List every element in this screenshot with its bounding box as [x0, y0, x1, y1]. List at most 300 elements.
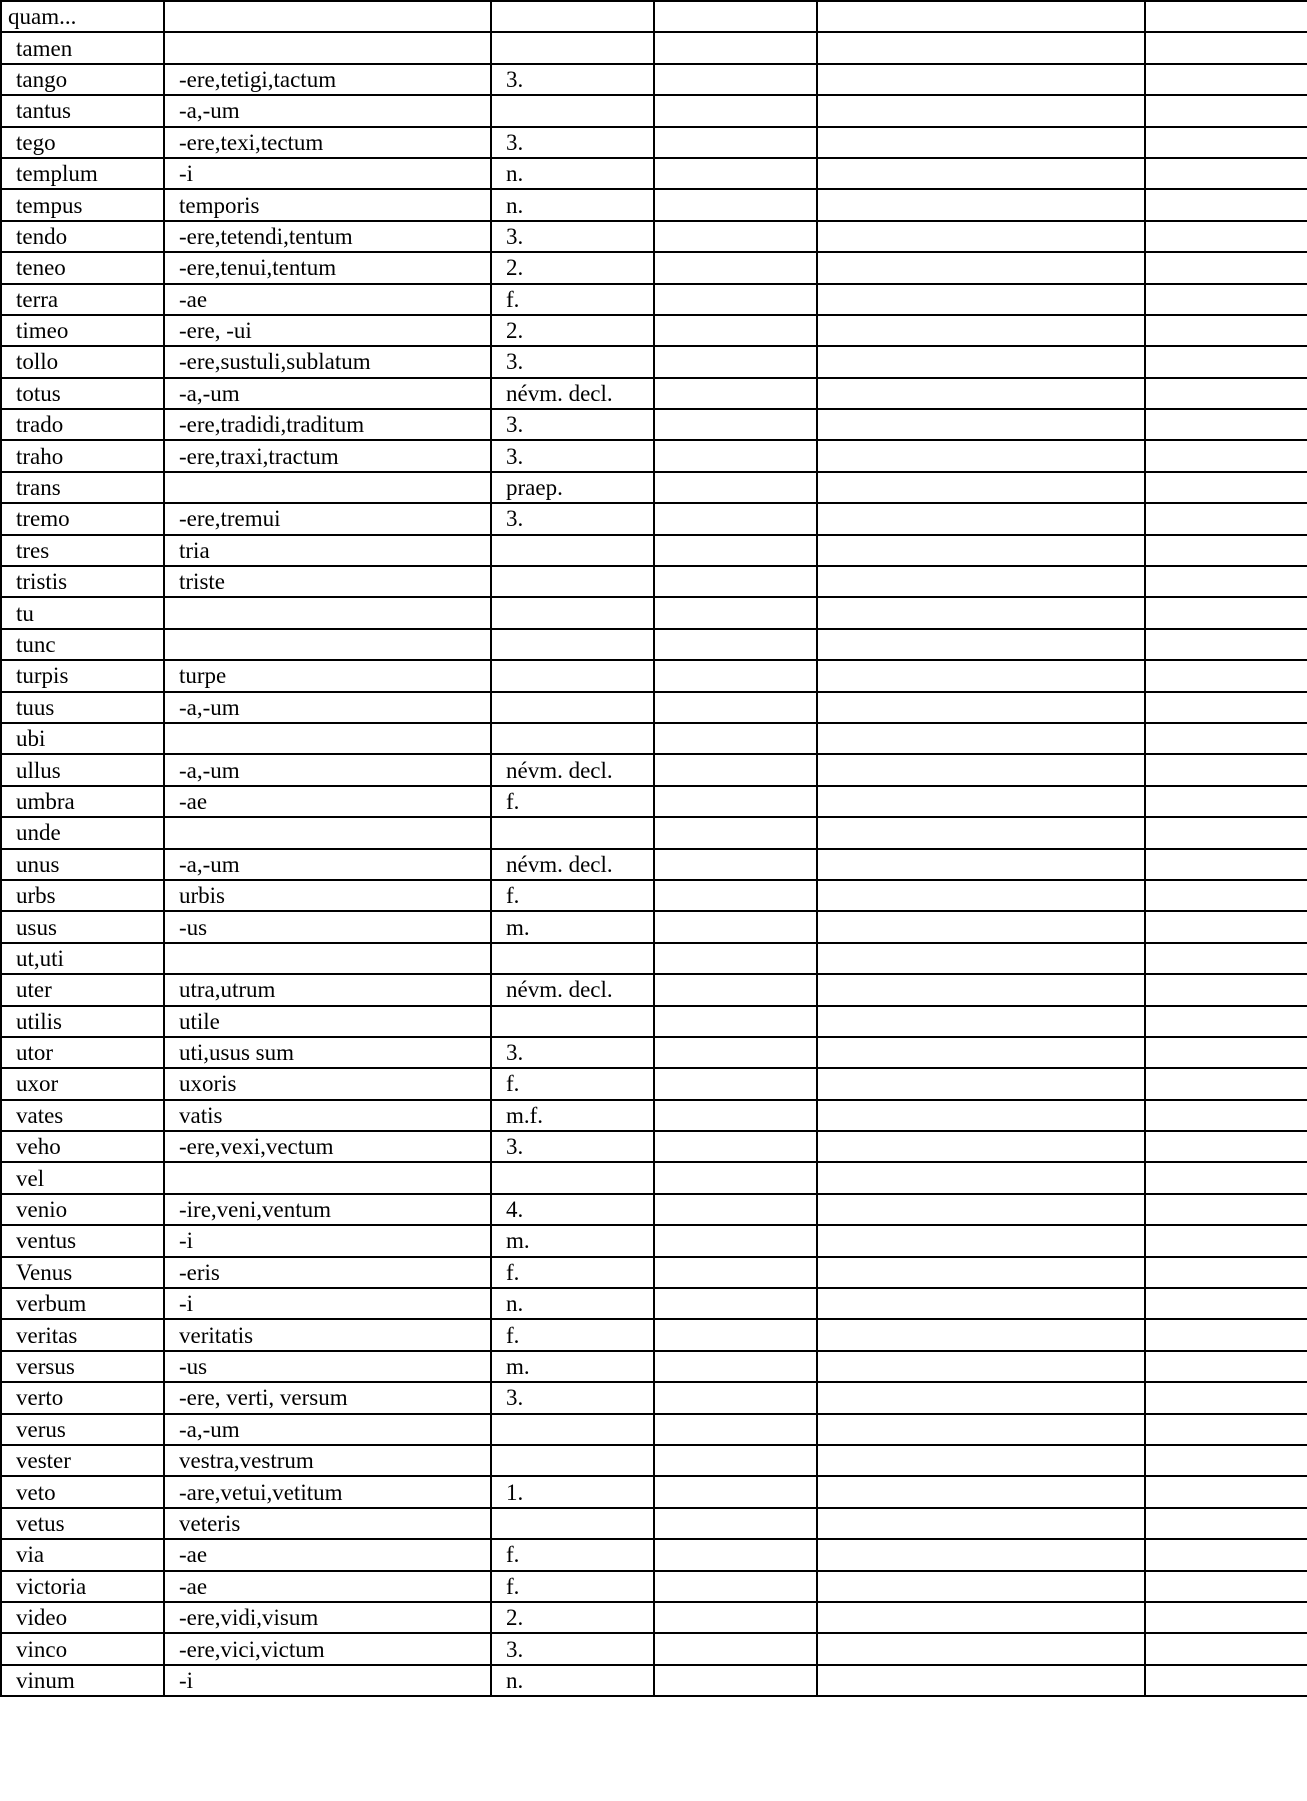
empty-cell [1145, 1162, 1307, 1193]
grammar-cell: m. [491, 1225, 654, 1256]
grammar-cell: f. [491, 1257, 654, 1288]
empty-cell [1145, 1319, 1307, 1350]
table-row [1, 409, 1307, 440]
table-row [1, 1602, 1307, 1633]
table-row [1, 1100, 1307, 1131]
empty-cell [817, 1, 1145, 32]
empty-cell [654, 754, 817, 785]
forms-cell [164, 597, 491, 628]
forms-cell: -ae [164, 1571, 491, 1602]
forms-cell: -i [164, 1665, 491, 1696]
grammar-cell [491, 1414, 654, 1445]
empty-cell [1145, 158, 1307, 189]
word-cell: quam... [1, 1, 164, 32]
empty-cell [1145, 1131, 1307, 1162]
forms-cell: -ere, -ui [164, 315, 491, 346]
forms-cell: uxoris [164, 1068, 491, 1099]
empty-cell [817, 943, 1145, 974]
empty-cell [654, 95, 817, 126]
forms-cell: -ere,texi,tectum [164, 127, 491, 158]
empty-cell [1145, 943, 1307, 974]
table-row [1, 597, 1307, 628]
word-cell: urbs [1, 880, 164, 911]
table-row [1, 974, 1307, 1005]
table-row [1, 1225, 1307, 1256]
forms-cell [164, 472, 491, 503]
empty-cell [654, 849, 817, 880]
word-cell: video [1, 1602, 164, 1633]
table-row [1, 849, 1307, 880]
empty-cell [654, 566, 817, 597]
grammar-cell [491, 1006, 654, 1037]
forms-cell: -a,-um [164, 754, 491, 785]
word-cell: via [1, 1539, 164, 1570]
grammar-cell: praep. [491, 472, 654, 503]
word-cell: unus [1, 849, 164, 880]
empty-cell [817, 849, 1145, 880]
empty-cell [654, 1131, 817, 1162]
grammar-cell: 3. [491, 1633, 654, 1664]
empty-cell [654, 1068, 817, 1099]
table-row [1, 1068, 1307, 1099]
grammar-cell: f. [491, 1539, 654, 1570]
grammar-cell: 2. [491, 315, 654, 346]
empty-cell [654, 1194, 817, 1225]
empty-cell [654, 440, 817, 471]
grammar-cell: 3. [491, 440, 654, 471]
empty-cell [654, 32, 817, 63]
empty-cell [1145, 974, 1307, 1005]
table-row [1, 535, 1307, 566]
empty-cell [817, 660, 1145, 691]
forms-cell [164, 817, 491, 848]
forms-cell: -ere,tetendi,tentum [164, 221, 491, 252]
table-row [1, 692, 1307, 723]
grammar-cell [491, 1445, 654, 1476]
empty-cell [654, 472, 817, 503]
forms-cell: utile [164, 1006, 491, 1037]
grammar-cell: f. [491, 1068, 654, 1099]
word-cell: terra [1, 284, 164, 315]
word-cell: utor [1, 1037, 164, 1068]
forms-cell: -a,-um [164, 692, 491, 723]
empty-cell [654, 943, 817, 974]
forms-cell: -i [164, 1225, 491, 1256]
forms-cell: -ere,tradidi,traditum [164, 409, 491, 440]
empty-cell [654, 880, 817, 911]
empty-cell [817, 1351, 1145, 1382]
forms-cell: -ere,tremui [164, 503, 491, 534]
empty-cell [817, 1319, 1145, 1350]
empty-cell [1145, 1351, 1307, 1382]
empty-cell [1145, 252, 1307, 283]
empty-cell [1145, 754, 1307, 785]
forms-cell: -ere,vidi,visum [164, 1602, 491, 1633]
forms-cell: -ere, verti, versum [164, 1382, 491, 1413]
grammar-cell: névm. decl. [491, 974, 654, 1005]
forms-cell [164, 943, 491, 974]
grammar-cell: f. [491, 1319, 654, 1350]
empty-cell [817, 1194, 1145, 1225]
empty-cell [817, 786, 1145, 817]
empty-cell [1145, 1037, 1307, 1068]
empty-cell [817, 1445, 1145, 1476]
empty-cell [654, 221, 817, 252]
table-row [1, 1, 1307, 32]
table-row [1, 284, 1307, 315]
forms-cell: -a,-um [164, 1414, 491, 1445]
table-row [1, 880, 1307, 911]
grammar-cell: m. [491, 911, 654, 942]
grammar-cell: f. [491, 880, 654, 911]
word-cell: veritas [1, 1319, 164, 1350]
forms-cell: temporis [164, 189, 491, 220]
empty-cell [1145, 629, 1307, 660]
empty-cell [654, 1508, 817, 1539]
empty-cell [1145, 221, 1307, 252]
empty-cell [654, 1225, 817, 1256]
forms-cell: -a,-um [164, 849, 491, 880]
grammar-cell: 3. [491, 409, 654, 440]
forms-cell: vestra,vestrum [164, 1445, 491, 1476]
grammar-cell: f. [491, 1571, 654, 1602]
forms-cell [164, 1, 491, 32]
empty-cell [654, 1037, 817, 1068]
table-row [1, 315, 1307, 346]
empty-cell [1145, 1445, 1307, 1476]
forms-cell: -eris [164, 1257, 491, 1288]
word-cell: versus [1, 1351, 164, 1382]
empty-cell [654, 1382, 817, 1413]
empty-cell [654, 252, 817, 283]
empty-cell [817, 284, 1145, 315]
empty-cell [1145, 880, 1307, 911]
empty-cell [817, 1162, 1145, 1193]
word-cell: traho [1, 440, 164, 471]
empty-cell [654, 1476, 817, 1507]
empty-cell [817, 32, 1145, 63]
grammar-cell [491, 692, 654, 723]
word-cell: tu [1, 597, 164, 628]
forms-cell: -ere,tetigi,tactum [164, 64, 491, 95]
empty-cell [1145, 1194, 1307, 1225]
word-cell: Venus [1, 1257, 164, 1288]
word-cell: tego [1, 127, 164, 158]
forms-cell: -are,vetui,vetitum [164, 1476, 491, 1507]
empty-cell [817, 127, 1145, 158]
grammar-cell: m. [491, 1351, 654, 1382]
grammar-cell: 1. [491, 1476, 654, 1507]
forms-cell: -ere,tenui,tentum [164, 252, 491, 283]
empty-cell [817, 409, 1145, 440]
grammar-cell [491, 1162, 654, 1193]
grammar-cell [491, 660, 654, 691]
empty-cell [817, 158, 1145, 189]
empty-cell [817, 1037, 1145, 1068]
empty-cell [817, 472, 1145, 503]
empty-cell [1145, 472, 1307, 503]
word-cell: verbum [1, 1288, 164, 1319]
empty-cell [817, 1068, 1145, 1099]
empty-cell [817, 754, 1145, 785]
empty-cell [1145, 1665, 1307, 1696]
grammar-cell: 3. [491, 1131, 654, 1162]
table-row [1, 1319, 1307, 1350]
empty-cell [817, 1225, 1145, 1256]
empty-cell [1145, 1602, 1307, 1633]
empty-cell [1145, 1476, 1307, 1507]
empty-cell [817, 1633, 1145, 1664]
table-row [1, 1571, 1307, 1602]
empty-cell [817, 315, 1145, 346]
empty-cell [1145, 189, 1307, 220]
forms-cell: triste [164, 566, 491, 597]
forms-cell: turpe [164, 660, 491, 691]
empty-cell [1145, 1508, 1307, 1539]
word-cell: tamen [1, 32, 164, 63]
table-row [1, 158, 1307, 189]
grammar-cell: n. [491, 1665, 654, 1696]
empty-cell [654, 974, 817, 1005]
word-cell: tremo [1, 503, 164, 534]
empty-cell [654, 1162, 817, 1193]
empty-cell [817, 189, 1145, 220]
empty-cell [654, 284, 817, 315]
table-row [1, 346, 1307, 377]
word-cell: timeo [1, 315, 164, 346]
word-cell: tres [1, 535, 164, 566]
empty-cell [817, 880, 1145, 911]
grammar-cell: f. [491, 284, 654, 315]
table-row [1, 629, 1307, 660]
empty-cell [1145, 1257, 1307, 1288]
empty-cell [1145, 378, 1307, 409]
word-cell: tuus [1, 692, 164, 723]
empty-cell [1145, 409, 1307, 440]
empty-cell [654, 1100, 817, 1131]
empty-cell [1145, 1, 1307, 32]
empty-cell [1145, 1100, 1307, 1131]
empty-cell [654, 64, 817, 95]
empty-cell [817, 95, 1145, 126]
table-row [1, 32, 1307, 63]
empty-cell [1145, 817, 1307, 848]
empty-cell [1145, 95, 1307, 126]
forms-cell: utra,utrum [164, 974, 491, 1005]
forms-cell: tria [164, 535, 491, 566]
empty-cell [817, 1131, 1145, 1162]
table-row [1, 64, 1307, 95]
empty-cell [1145, 597, 1307, 628]
word-cell: venio [1, 1194, 164, 1225]
table-row [1, 723, 1307, 754]
word-cell: templum [1, 158, 164, 189]
empty-cell [817, 1414, 1145, 1445]
empty-cell [817, 597, 1145, 628]
grammar-cell [491, 629, 654, 660]
word-cell: veho [1, 1131, 164, 1162]
empty-cell [654, 1288, 817, 1319]
empty-cell [654, 158, 817, 189]
empty-cell [654, 189, 817, 220]
word-cell: umbra [1, 786, 164, 817]
table-row [1, 817, 1307, 848]
empty-cell [1145, 1414, 1307, 1445]
table-row [1, 1476, 1307, 1507]
empty-cell [817, 1257, 1145, 1288]
forms-cell [164, 32, 491, 63]
empty-cell [817, 1508, 1145, 1539]
empty-cell [654, 535, 817, 566]
table-row [1, 566, 1307, 597]
empty-cell [1145, 692, 1307, 723]
empty-cell [817, 1539, 1145, 1570]
word-cell: ventus [1, 1225, 164, 1256]
forms-cell [164, 723, 491, 754]
table-row [1, 127, 1307, 158]
grammar-cell [491, 943, 654, 974]
forms-cell: -i [164, 1288, 491, 1319]
empty-cell [817, 1288, 1145, 1319]
table-row [1, 1257, 1307, 1288]
word-cell: totus [1, 378, 164, 409]
word-cell: ut,uti [1, 943, 164, 974]
grammar-cell [491, 32, 654, 63]
table-row [1, 252, 1307, 283]
empty-cell [654, 660, 817, 691]
empty-cell [654, 629, 817, 660]
word-cell: verto [1, 1382, 164, 1413]
empty-cell [817, 1476, 1145, 1507]
word-cell: tristis [1, 566, 164, 597]
empty-cell [1145, 911, 1307, 942]
empty-cell [817, 252, 1145, 283]
empty-cell [654, 911, 817, 942]
empty-cell [654, 409, 817, 440]
table-row [1, 1037, 1307, 1068]
grammar-cell: 3. [491, 64, 654, 95]
forms-cell: -ire,veni,ventum [164, 1194, 491, 1225]
empty-cell [654, 1571, 817, 1602]
empty-cell [1145, 1006, 1307, 1037]
table-row [1, 911, 1307, 942]
word-cell: vinco [1, 1633, 164, 1664]
table-row [1, 660, 1307, 691]
word-cell: vinum [1, 1665, 164, 1696]
empty-cell [1145, 64, 1307, 95]
empty-cell [654, 1602, 817, 1633]
empty-cell [654, 1633, 817, 1664]
grammar-cell: f. [491, 786, 654, 817]
grammar-cell: névm. decl. [491, 754, 654, 785]
empty-cell [654, 1414, 817, 1445]
forms-cell: -ae [164, 284, 491, 315]
empty-cell [817, 503, 1145, 534]
table-row [1, 440, 1307, 471]
forms-cell: -ere,traxi,tractum [164, 440, 491, 471]
forms-cell: urbis [164, 880, 491, 911]
empty-cell [817, 1571, 1145, 1602]
empty-cell [817, 723, 1145, 754]
word-cell: vates [1, 1100, 164, 1131]
table-row [1, 95, 1307, 126]
forms-cell: uti,usus sum [164, 1037, 491, 1068]
empty-cell [817, 535, 1145, 566]
empty-cell [1145, 1225, 1307, 1256]
forms-cell: veritatis [164, 1319, 491, 1350]
empty-cell [1145, 1068, 1307, 1099]
empty-cell [654, 315, 817, 346]
empty-cell [654, 127, 817, 158]
forms-cell: veteris [164, 1508, 491, 1539]
empty-cell [654, 346, 817, 377]
empty-cell [1145, 503, 1307, 534]
forms-cell: -ere,sustuli,sublatum [164, 346, 491, 377]
word-cell: unde [1, 817, 164, 848]
empty-cell [654, 1257, 817, 1288]
word-cell: uxor [1, 1068, 164, 1099]
table-row [1, 1162, 1307, 1193]
vocabulary-table-body [1, 1, 1307, 1696]
grammar-cell: 3. [491, 1037, 654, 1068]
grammar-cell [491, 597, 654, 628]
word-cell: vel [1, 1162, 164, 1193]
forms-cell: -ere,vexi,vectum [164, 1131, 491, 1162]
empty-cell [1145, 1382, 1307, 1413]
empty-cell [817, 221, 1145, 252]
grammar-cell [491, 1, 654, 32]
empty-cell [817, 1665, 1145, 1696]
word-cell: veto [1, 1476, 164, 1507]
empty-cell [654, 786, 817, 817]
empty-cell [817, 692, 1145, 723]
grammar-cell: 2. [491, 252, 654, 283]
grammar-cell: névm. decl. [491, 378, 654, 409]
empty-cell [1145, 535, 1307, 566]
grammar-cell: 2. [491, 1602, 654, 1633]
word-cell: vester [1, 1445, 164, 1476]
word-cell: ubi [1, 723, 164, 754]
word-cell: trado [1, 409, 164, 440]
empty-cell [817, 566, 1145, 597]
table-row [1, 1508, 1307, 1539]
empty-cell [1145, 1539, 1307, 1570]
table-row [1, 378, 1307, 409]
empty-cell [654, 597, 817, 628]
table-row [1, 1006, 1307, 1037]
forms-cell: -ere,vici,victum [164, 1633, 491, 1664]
word-cell: uter [1, 974, 164, 1005]
forms-cell: -i [164, 158, 491, 189]
table-row [1, 189, 1307, 220]
empty-cell [1145, 1633, 1307, 1664]
empty-cell [817, 817, 1145, 848]
table-row [1, 1633, 1307, 1664]
empty-cell [654, 692, 817, 723]
forms-cell: -a,-um [164, 378, 491, 409]
empty-cell [1145, 315, 1307, 346]
forms-cell: -us [164, 911, 491, 942]
table-row [1, 1194, 1307, 1225]
table-row [1, 1288, 1307, 1319]
grammar-cell: 3. [491, 127, 654, 158]
empty-cell [1145, 284, 1307, 315]
word-cell: ullus [1, 754, 164, 785]
empty-cell [654, 817, 817, 848]
empty-cell [1145, 849, 1307, 880]
table-row [1, 1539, 1307, 1570]
grammar-cell: 3. [491, 346, 654, 377]
